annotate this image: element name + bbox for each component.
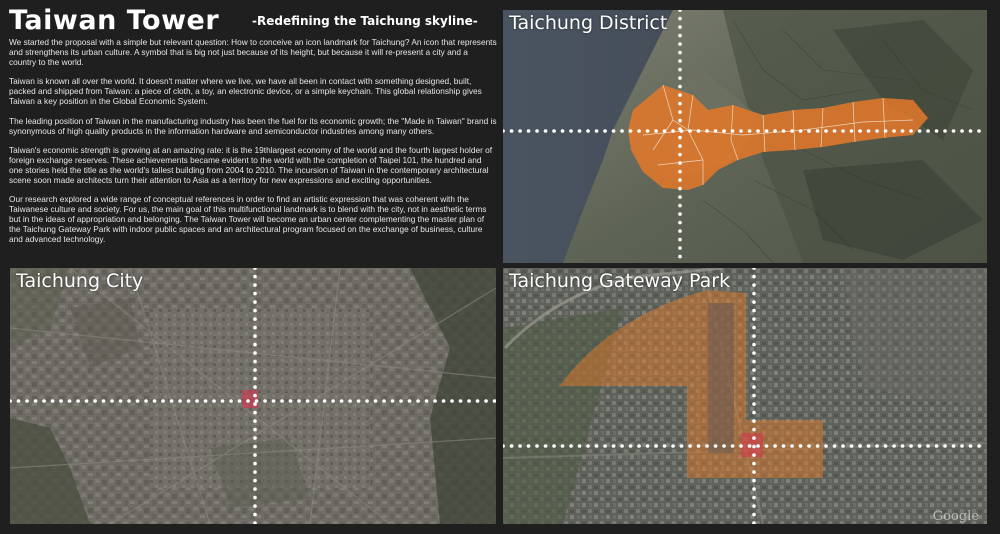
gateway-map[interactable] bbox=[503, 268, 987, 524]
district-map[interactable] bbox=[503, 10, 987, 263]
gateway-map-image bbox=[503, 268, 987, 524]
city-map[interactable] bbox=[10, 268, 496, 524]
paragraph: Taiwan's economic strength is growing at an amazing rate: it is the 19thlargest economy of the world and the fourth largest holder of foreign exchange reserves. These achievements became evident to the world with the completion of Taipei 101, the hundred and one stories held the title as the world's tallest building from 2004 to 2010. The incursion of Taiwan in the contemporary architectural scene soon made architects turn their attention to Asia as a territory for new expressions and exciting opportunities. bbox=[9, 145, 493, 185]
city-map-label: Taichung City bbox=[16, 270, 144, 292]
intro-text bbox=[9, 38, 497, 254]
paragraph: Our research explored a wide range of conceptual references in order to find an artistic expression that was coherent with the Taiwanese culture and society. For us, the main goal of this multifunctional landmark is to blend with the city, not in aesthetic terms but in the ideas of appropriation and belonging. The Taiwan Tower will become an urban center complementing the master plan of the Taichung Gateway Park with indoor public spaces and an architectural program focused on the exchange of business, culture and advanced technology. bbox=[9, 194, 487, 244]
district-map-label: Taichung District bbox=[509, 12, 668, 34]
page-title: Taiwan Tower bbox=[9, 5, 220, 36]
page-subtitle: -Redefining the Taichung skyline- bbox=[252, 14, 478, 28]
site-marker bbox=[741, 433, 763, 457]
map-credit: Google bbox=[932, 509, 979, 524]
paragraph: We started the proposal with a simple but relevant question: How to conceive an icon landmark for Taichung? An icon that represents and strengthens its urban culture. A symbol that is big not just because of its height, but because it will re-present a city and a country to the world. bbox=[9, 37, 497, 67]
paragraph: The leading position of Taiwan in the manufacturing industry has been the fuel for its economic growth; the "Made in Taiwan" brand is synonymous of high quality products in the information hardware and semiconductor industries among many others. bbox=[9, 115, 497, 136]
city-map-image bbox=[10, 268, 496, 524]
paragraph: Taiwan is known all over the world. It doesn't matter where we live, we have all been in contact with something designed, built, packed and shipped from Taiwan: a piece of cloth, a toy, an electronic device, or a simple keychain. This global relationship gives Taiwan a key position in the Global Economic System. bbox=[9, 76, 482, 107]
district-map-image bbox=[503, 10, 987, 263]
gateway-map-label: Taichung Gateway Park bbox=[509, 270, 731, 292]
